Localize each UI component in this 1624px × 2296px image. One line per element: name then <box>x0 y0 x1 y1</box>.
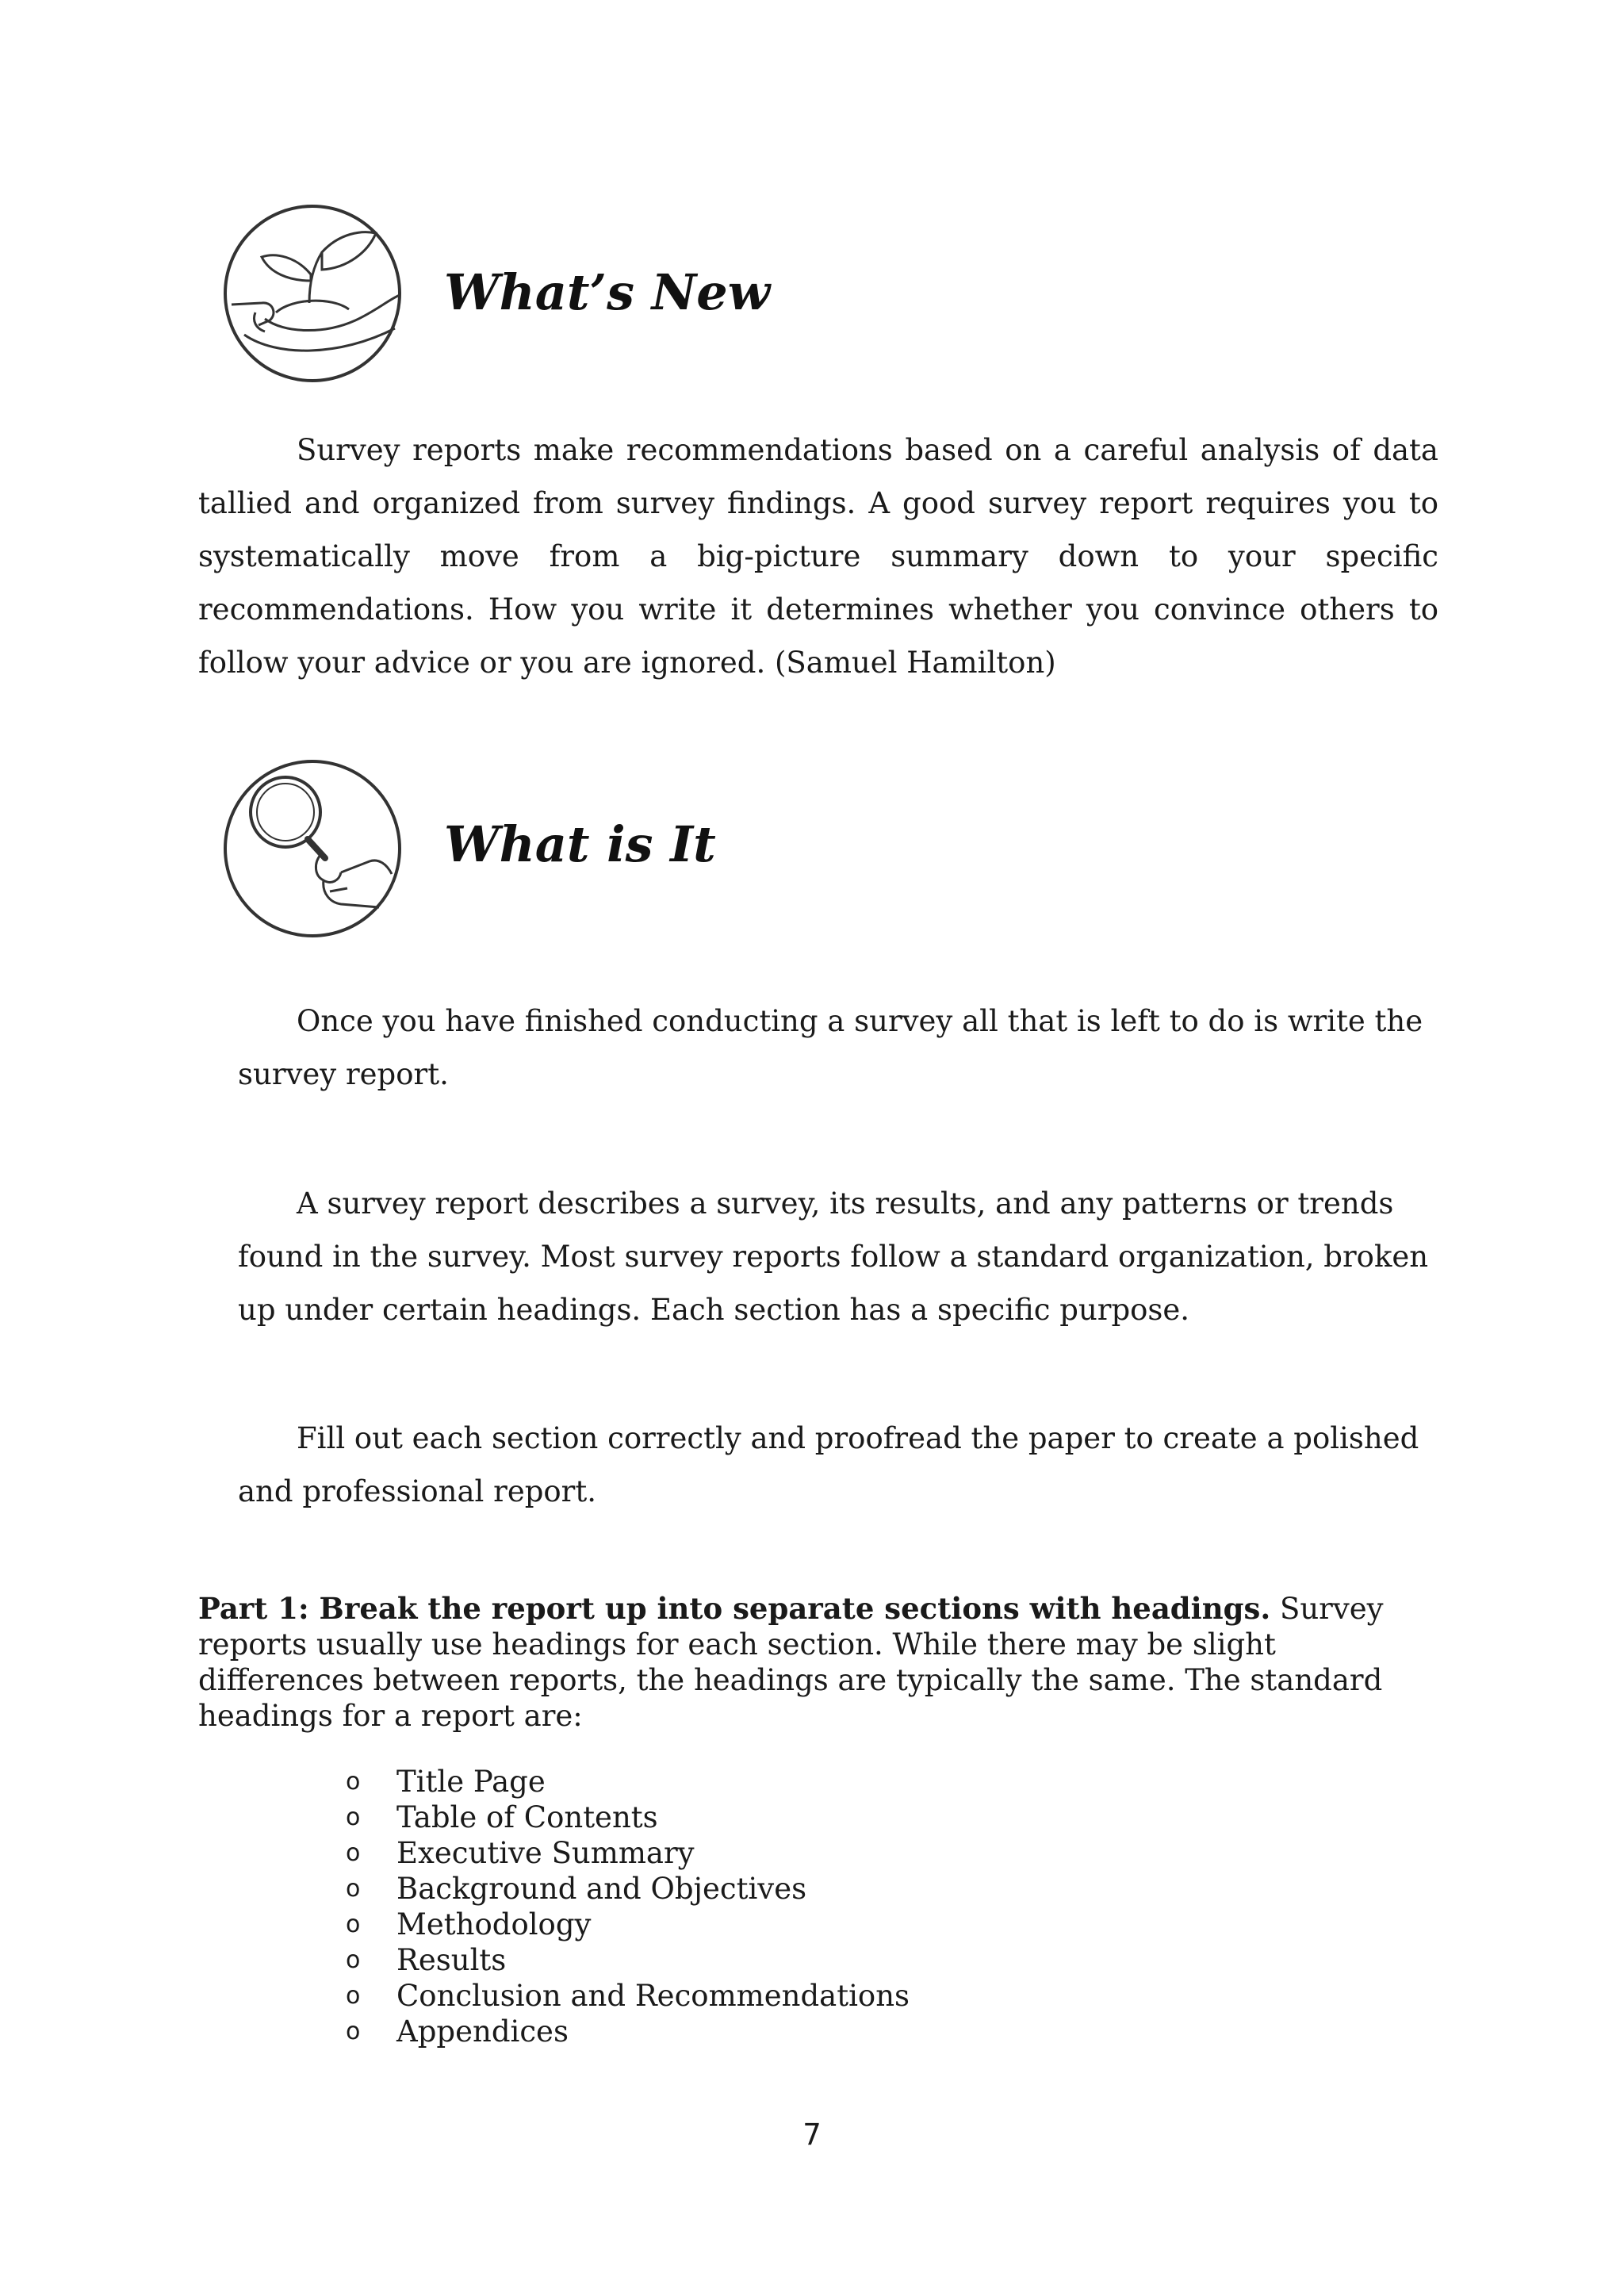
list-item <box>346 1764 1059 1800</box>
list-item <box>346 1871 1059 1907</box>
list-item <box>346 1942 1059 1978</box>
list-item <box>346 1835 1059 1871</box>
list-bullet: o <box>346 1839 361 1867</box>
page-number: 7 <box>802 2118 822 2152</box>
section-title-whats-new: What’s New <box>444 263 771 321</box>
standard-headings-list <box>346 1764 1059 2049</box>
list-bullet: o <box>346 2018 361 2045</box>
list-item-text: Table of Contents <box>396 1800 658 1834</box>
list-bullet: o <box>346 1875 361 1903</box>
list-item <box>346 2014 1059 2049</box>
hand-holding-magnifying-glass-icon <box>220 757 404 941</box>
what-is-it-paragraph-3: Fill out each section correctly and proofread the paper to create a polished and professional report. <box>238 1421 1419 1508</box>
part1-text: Survey reports usually use headings for each section. While there may be slight differences between reports, the headings are typically the same. The standard headings for a report are: <box>198 1592 1384 1733</box>
list-item-text: Results <box>396 1943 507 1977</box>
list-bullet: o <box>346 1803 361 1831</box>
list-bullet: o <box>346 1911 361 1938</box>
what-is-it-paragraph-1: Once you have finished conducting a survey all that is left to do is write the survey report. <box>238 1004 1423 1091</box>
list-bullet: o <box>346 1946 361 1974</box>
section-title-what-is-it: What is It <box>444 815 716 873</box>
list-bullet: o <box>346 1982 361 2010</box>
list-item-text: Conclusion and Recommendations <box>396 1979 910 2013</box>
whats-new-paragraph: Survey reports make recommendations based on a careful analysis of data tallied and organized from survey findings. A good survey report requires you to systematically move from a big-picture summary down to your specific recommendations. How you write it determines whether you convince others to follow your advice or you are ignored. (Samuel Hamilton) <box>198 433 1438 680</box>
list-bullet: o <box>346 1768 361 1796</box>
list-item-text: Methodology <box>396 1907 592 1941</box>
list-item-text: Title Page <box>396 1765 546 1799</box>
list-item-text: Executive Summary <box>396 1836 695 1870</box>
list-item-text: Appendices <box>396 2014 569 2049</box>
list-item <box>346 1800 1059 1835</box>
hand-holding-seedling-icon <box>220 201 404 385</box>
part1-paragraph <box>198 1591 1438 1734</box>
list-item <box>346 1907 1059 1942</box>
list-item-text: Background and Objectives <box>396 1872 807 1906</box>
what-is-it-paragraph-2: A survey report describes a survey, its results, and any patterns or trends found in the survey. Most survey reports follow a standard organization, broken up under certain headings. Each section has a specific purpose. <box>238 1186 1429 1327</box>
list-item <box>346 1978 1059 2014</box>
part1-heading: Part 1: Break the report up into separate sections with headings. <box>198 1591 1271 1626</box>
